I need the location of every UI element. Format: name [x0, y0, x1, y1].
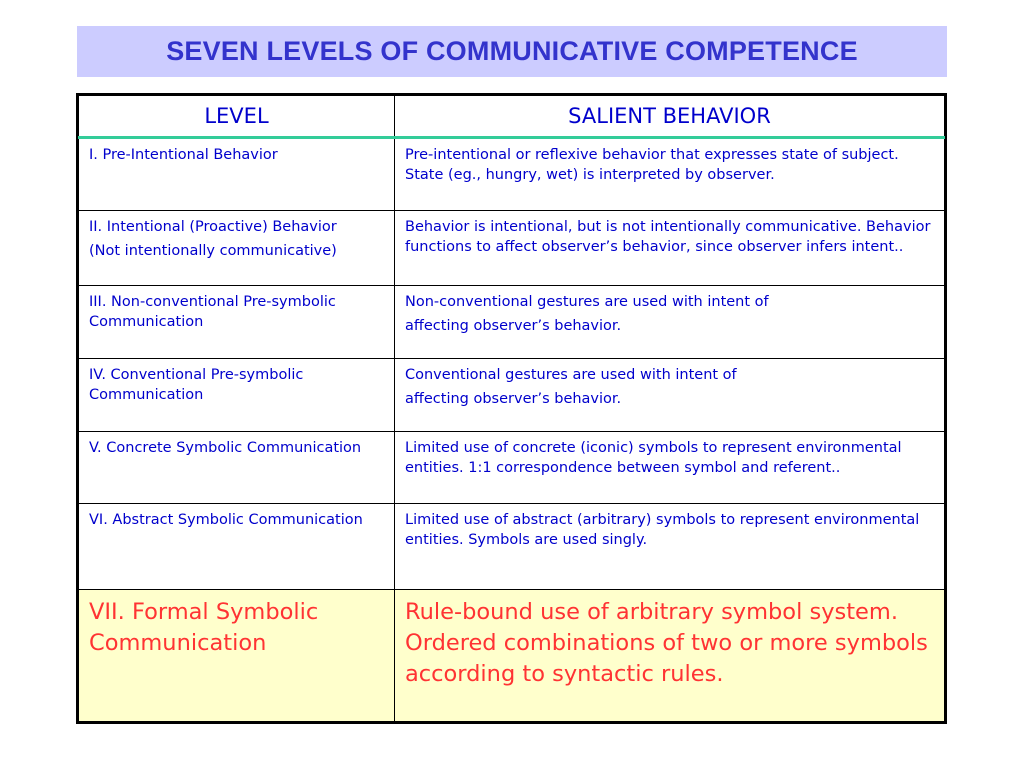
table-row [79, 286, 945, 359]
slide-title: SEVEN LEVELS OF COMMUNICATIVE COMPETENCE [166, 36, 858, 66]
behavior-cell [395, 590, 945, 722]
behavior-text: Behavior is intentional, but is not intentionally communicative. Behavior functions to affect observer’s behavior, since observer infers intent.. [405, 219, 931, 255]
level-text: I. Pre-Intentional Behavior [89, 147, 278, 163]
level-cell [79, 590, 395, 722]
level-cell [79, 286, 395, 359]
level-cell [79, 138, 395, 211]
level-text: V. Concrete Symbolic Communication [89, 440, 362, 456]
level-note: (Not intentionally communicative) [89, 243, 337, 259]
behavior-cell [395, 138, 945, 211]
table-row [79, 359, 945, 432]
table-row [79, 504, 945, 590]
behavior-cell [395, 504, 945, 590]
level-cell [79, 359, 395, 432]
behavior-cell [395, 359, 945, 432]
title-banner [77, 26, 947, 77]
behavior-cell [395, 211, 945, 286]
behavior-text: Conventional gestures are used with intent of [405, 367, 737, 383]
highlighted-row [79, 590, 945, 722]
level-text: VII. Formal Symbolic Communication [89, 599, 319, 656]
header-row [79, 96, 945, 138]
column-header-level: LEVEL [79, 96, 395, 138]
behavior-text: Limited use of concrete (iconic) symbols to represent environmental entities. 1:1 correspondence between symbol and referent.. [405, 440, 902, 476]
level-cell [79, 211, 395, 286]
level-text: IV. Conventional Pre-symbolic Communication [89, 367, 304, 403]
level-text: III. Non-conventional Pre-symbolic Communication [89, 294, 336, 330]
behavior-cell [395, 286, 945, 359]
table-row [79, 138, 945, 211]
behavior-text: Rule-bound use of arbitrary symbol system. Ordered combinations of two or more symbols according to syntactic rules. [405, 599, 928, 687]
behavior-cell [395, 432, 945, 504]
level-text: II. Intentional (Proactive) Behavior [89, 219, 337, 235]
level-cell [79, 504, 395, 590]
table-row [79, 211, 945, 286]
behavior-text: Pre-intentional or reflexive behavior that expresses state of subject. State (eg., hungry, wet) is interpreted by observer. [405, 147, 899, 183]
behavior-text-continued: affecting observer’s behavior. [405, 318, 622, 334]
competence-table [78, 95, 945, 722]
column-header-behavior: SALIENT BEHAVIOR [395, 96, 945, 138]
level-text: VI. Abstract Symbolic Communication [89, 512, 363, 528]
behavior-text: Non-conventional gestures are used with intent of [405, 294, 769, 310]
levels-table [76, 93, 947, 724]
behavior-text: Limited use of abstract (arbitrary) symbols to represent environmental entities. Symbols are used singly. [405, 512, 920, 548]
table-row [79, 432, 945, 504]
level-cell [79, 432, 395, 504]
behavior-text-continued: affecting observer’s behavior. [405, 391, 622, 407]
